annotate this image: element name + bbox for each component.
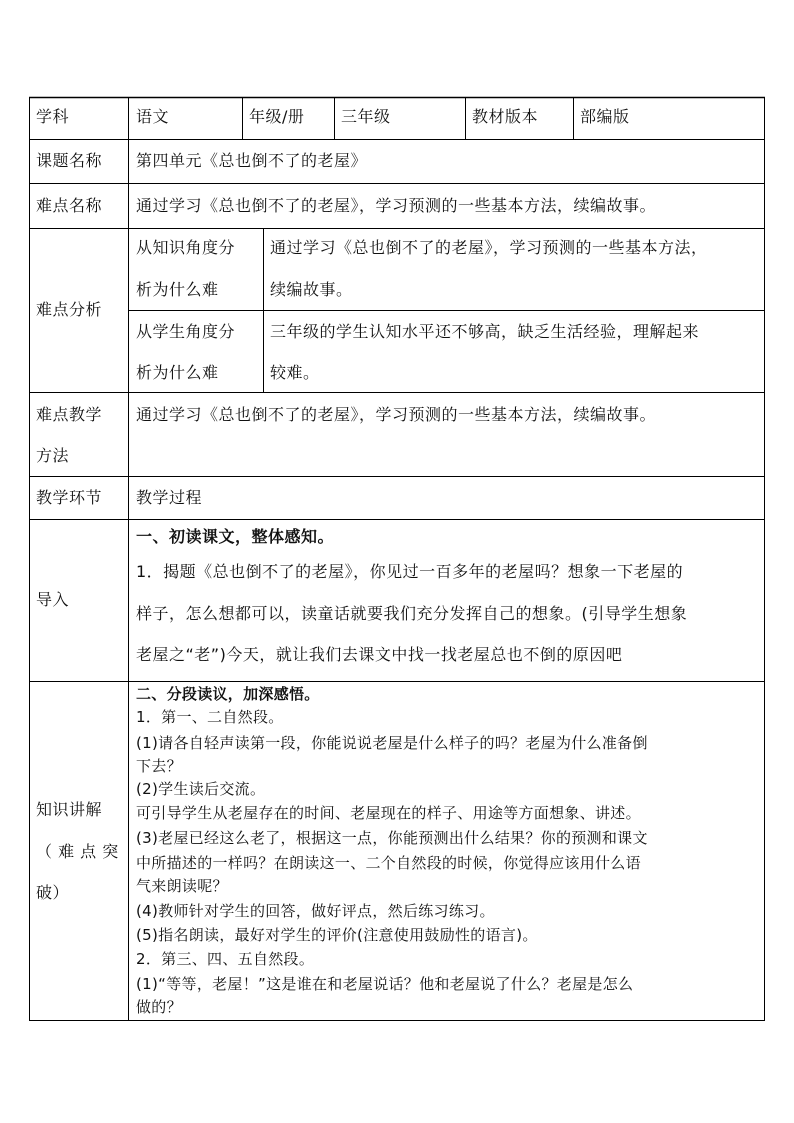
knowledge-line: 2．第三、四、五自然段。 — [136, 950, 315, 968]
knowledge-line: 气来朗读呢？ — [136, 877, 228, 895]
intro-line-1: 1．揭题《总也倒不了的老屋》，你见过一百多年的老屋吗？想象一下老屋的 — [136, 562, 684, 581]
student-angle-text-2: 较难。 — [270, 363, 320, 382]
knowledge-angle-label-1: 从知识角度分 — [136, 238, 236, 257]
knowledge-angle-label-2: 析为什么难 — [136, 280, 219, 299]
student-angle-label-1: 从学生角度分 — [136, 322, 236, 341]
knowledge-line: (1)“等等，老屋！”这是谁在和老屋说话？他和老屋说了什么？老屋是怎么 — [136, 975, 634, 993]
subject-label: 学科 — [36, 107, 70, 126]
student-angle-label-2: 析为什么难 — [136, 363, 219, 382]
intro-label: 导入 — [36, 590, 70, 609]
knowledge-angle-text-2: 续编故事。 — [270, 280, 353, 299]
knowledge-line: (3)老屋已经这么老了，根据这一点，你能预测出什么结果？你的预测和课文 — [136, 829, 648, 847]
method-value: 通过学习《总也倒不了的老屋》，学习预测的一些基本方法，续编故事。 — [136, 405, 657, 424]
knowledge-line: 中所描述的一样吗？在朗读这一、二个自然段的时候，你觉得应该用什么语 — [136, 854, 641, 872]
intro-line-2: 样子，怎么想都可以，读童话就要我们充分发挥自己的想象。(引导学生想象 — [136, 604, 688, 623]
difficulty-value: 通过学习《总也倒不了的老屋》，学习预测的一些基本方法，续编故事。 — [136, 196, 657, 215]
knowledge-section-label-2: （ 难 点 突 — [36, 842, 119, 861]
edition-value: 部编版 — [580, 107, 630, 126]
process-label: 教学环节 — [36, 488, 103, 507]
knowledge-line: 做的？ — [136, 998, 182, 1016]
grade-value: 三年级 — [341, 107, 391, 126]
method-label-2: 方法 — [36, 446, 70, 465]
knowledge-line: (2)学生读后交流。 — [136, 780, 266, 798]
knowledge-line: (5)指名朗读，最好对学生的评价(注意使用鼓励性的语言)。 — [136, 926, 538, 944]
method-label-1: 难点教学 — [36, 405, 103, 424]
intro-heading: 一、初读课文，整体感知。 — [136, 527, 335, 546]
intro-line-3: 老屋之“老”)今天，就让我们去课文中找一找老屋总也不倒的原因吧 — [136, 645, 623, 664]
knowledge-line: 可引导学生从老屋存在的时间、老屋现在的样子、用途等方面想象、讲述。 — [136, 804, 641, 822]
edition-label: 教材版本 — [472, 107, 539, 126]
knowledge-line: (4)教师针对学生的回答，做好评点，然后练习练习。 — [136, 902, 495, 920]
knowledge-section-label-1: 知识讲解 — [36, 800, 103, 819]
process-value: 教学过程 — [136, 488, 203, 507]
knowledge-line: 1．第一、二自然段。 — [136, 708, 284, 726]
analysis-label: 难点分析 — [36, 300, 103, 319]
difficulty-label: 难点名称 — [36, 196, 103, 215]
knowledge-angle-text-1: 通过学习《总也倒不了的老屋》，学习预测的一些基本方法， — [270, 238, 708, 257]
topic-value: 第四单元《总也倒不了的老屋》 — [136, 151, 368, 170]
knowledge-line: (1)请各自轻声读第一段，你能说说老屋是什么样子的吗？老屋为什么准备倒 — [136, 734, 648, 752]
topic-label: 课题名称 — [36, 151, 103, 170]
student-angle-text-1: 三年级的学生认知水平还不够高，缺乏生活经验，理解起来 — [270, 322, 700, 341]
grade-label: 年级/册 — [249, 107, 305, 126]
knowledge-section-label-3: 破） — [36, 883, 70, 902]
knowledge-heading: 二、分段读议，加深感悟。 — [136, 685, 320, 703]
subject-value: 语文 — [136, 107, 170, 126]
knowledge-line: 下去？ — [136, 757, 182, 775]
